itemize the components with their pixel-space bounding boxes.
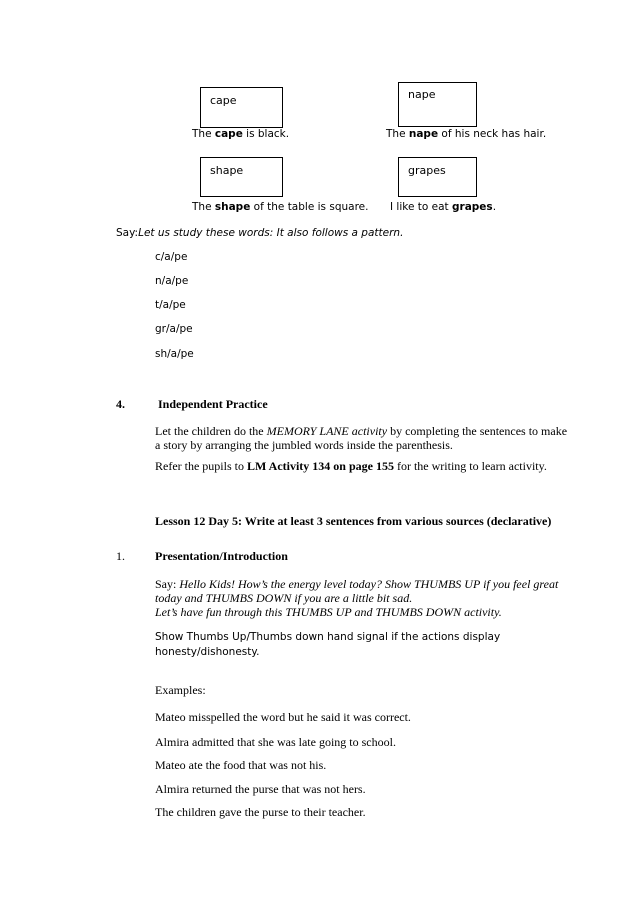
sentence-text: is black. (242, 128, 290, 140)
section-1-number: 1. (116, 549, 125, 563)
sentence-cape (192, 128, 289, 140)
word-box-label: shape (210, 164, 244, 177)
sentence-keyword: nape (408, 128, 439, 140)
sentence-text: of the table is square. (250, 201, 369, 213)
pattern-item: sh/a/pe (155, 348, 194, 360)
example-item: Almira admitted that she was late going to school. (155, 735, 396, 749)
say-text: Let’s have fun through this THUMBS UP and THUMBS DOWN activity. (155, 605, 502, 619)
pattern-item: n/a/pe (155, 275, 189, 287)
word-box-grapes (398, 157, 477, 197)
section-4-paragraph-1 (155, 424, 567, 439)
sentence-text: of his neck has hair. (438, 128, 547, 140)
sentence-shape (192, 201, 368, 213)
lesson-heading-text: Lesson 12 Day 5: Write at least 3 sentences from various sources (declarative) (155, 514, 552, 528)
example-item: Mateo misspelled the word but he said it was correct. (155, 710, 411, 724)
example-item: Mateo ate the food that was not his. (155, 758, 327, 772)
paragraph-text: Let the children do the (155, 424, 267, 438)
sentence-text: I like to eat (390, 201, 453, 213)
sentence-text: The (192, 201, 215, 213)
sentence-text: . (492, 201, 497, 213)
word-box-nape (398, 82, 477, 127)
word-box-label: cape (210, 94, 237, 107)
sentence-text: The (386, 128, 409, 140)
examples-label: Examples: (155, 683, 206, 697)
lesson-heading (155, 514, 551, 529)
section-1-say-line-2 (155, 591, 412, 606)
say-label: Say: (116, 227, 139, 239)
section-4-title (158, 397, 268, 412)
section-4-paragraph-2 (155, 459, 547, 474)
section-1-say-line-1 (155, 577, 558, 592)
paragraph-text: Refer the pupils to (155, 459, 247, 473)
sentence-keyword: shape (214, 201, 251, 213)
section-4-paragraph-1-line-2: a story by arranging the jumbled words inside the parenthesis. (155, 438, 453, 452)
sentence-text: The (192, 128, 215, 140)
sentence-grapes (390, 201, 496, 213)
example-item: Almira returned the purse that was not hers. (155, 782, 366, 796)
section-title: Independent Practice (158, 397, 268, 411)
sentence-nape (386, 128, 546, 140)
section-1-show-line-2: honesty/dishonesty. (155, 646, 260, 658)
pattern-item: c/a/pe (155, 251, 188, 263)
say-text: Hello Kids! How’s the energy level today? Show THUMBS UP if you feel great (179, 577, 559, 591)
section-number: 4. (116, 397, 125, 411)
activity-name: MEMORY LANE activity (266, 424, 388, 438)
word-box-shape (200, 157, 283, 197)
paragraph-text: by completing the sentences to make (387, 424, 568, 438)
word-box-label: nape (408, 88, 436, 101)
lm-activity-reference: LM Activity 134 on page 155 (246, 459, 394, 473)
pattern-item: gr/a/pe (155, 323, 193, 335)
section-1-title (155, 549, 288, 564)
word-box-cape (200, 87, 283, 128)
sentence-keyword: cape (214, 128, 243, 140)
word-box-label: grapes (408, 164, 446, 177)
pattern-item: t/a/pe (155, 299, 186, 311)
say-text: today and THUMBS DOWN if you are a little bit sad. (155, 591, 413, 605)
say-instruction (116, 227, 403, 239)
section-4-number (116, 397, 125, 412)
paragraph-text: for the writing to learn activity. (393, 459, 547, 473)
section-1-say-line-3 (155, 605, 502, 620)
say-text: Let us study these words: It also follows a pattern. (138, 227, 404, 239)
section-1-show-line-1: Show Thumbs Up/Thumbs down hand signal if the actions display (155, 631, 501, 643)
example-item: The children gave the purse to their teacher. (155, 805, 366, 819)
say-label: Say: (155, 577, 180, 591)
section-title: Presentation/Introduction (155, 549, 288, 563)
sentence-keyword: grapes (452, 201, 493, 213)
